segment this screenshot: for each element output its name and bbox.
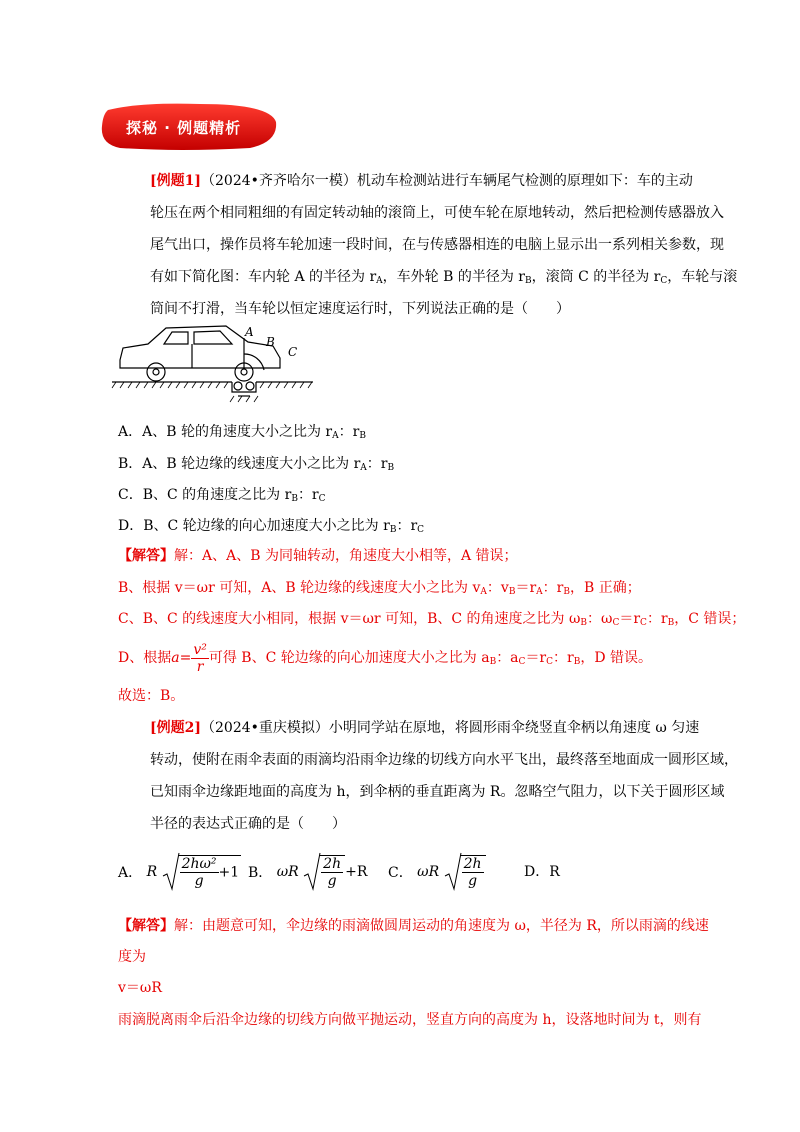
answer1-line2: B、根据 v＝ωr 可知，A、B 轮边缘的线速度大小之比为 $v_A$：$v_B=r_A$：$r_B$，B 正确； [118,580,641,597]
example1-line3: 尾气出口，操作员将车轮加速一段时间，在与传感器相连的电脑上显示出一系列相关参数，现 [150,237,724,253]
option2-d: D．R [524,864,560,880]
option2-a: A． R $\frac{\text{2hω²}}{g}$ +1 [118,852,241,892]
label-c: C [288,345,298,359]
example1-line2: 轮压在两个相同粗细的有固定转动轴的滚筒上，可使车轮在原地转动，然后把检测传感器放入 [150,205,724,221]
example1-tag: [例题1] [150,173,201,189]
fraction-v2-r: $\frac{\text{v²}}{r}$ [193,641,207,675]
example2-line3: 已知雨伞边缘距地面的高度为 h，到伞柄的垂直距离为 R。忽略空气阻力，以下关于圆形区域 [150,784,725,800]
label-b: B [266,335,275,349]
answer1-line4: D、根据a= $\frac{\text{v²}}{r}$ 可得 B、C 轮边缘的向心加速度大小之比为 $a_B$：$a_C=r_C$：$r_B$，D 错误。 [118,641,653,675]
example2-line2: 转动，使附在雨伞表面的雨滴均沿雨伞边缘的切线方向水平飞出，最终落至地面成一圆形区域， [150,752,738,768]
answer1-choice: 故选：B。 [118,688,185,704]
example2-line4: 半径的表达式正确的是（ ） [150,816,346,832]
answer2-line4: 雨滴脱离雨伞后沿伞边缘的切线方向做平抛运动，竖直方向的高度为 h，设落地时间为 t，则有 [118,1012,702,1028]
example1-line4: 有如下简化图：车内轮 A 的半径为 $r_A$，车外轮 B 的半径为 $r_B$，滚筒 C 的半径为 $r_C$，车轮与滚 [150,269,738,286]
option-d: D．B、C 轮边缘的向心加速度大小之比为 $r_B$：$r_C$ [118,518,425,535]
answer2-line1: 【解答】解：由题意可知，伞边缘的雨滴做圆周运动的角速度为 ω，半径为 R，所以雨滴的线速 [118,918,709,934]
option2-c: C． ωR $\frac{2h}{g}$ [388,852,486,892]
example2-line1: [例题2]（2024•重庆模拟）小明同学站在原地，将圆形雨伞绕竖直伞柄以角速度 ω 匀速 [150,720,700,736]
option-b: B．A、B 轮边缘的线速度大小之比为 $r_A$：$r_B$ [118,456,395,473]
example2-tag: [例题2] [150,720,201,736]
option-a: A．A、B 轮的角速度大小之比为 $r_A$：$r_B$ [118,424,366,441]
example1-line1: [例题1]（2024•齐齐哈尔一模）机动车检测站进行车辆尾气检测的原理如下：车的主动 [150,173,693,189]
answer2-line3: v＝ωR [118,980,162,996]
car-diagram [108,320,323,410]
banner-title: 探秘 · 例题精析 [126,119,242,137]
answer1-line3: C、B、C 的线速度大小相同，根据 v＝ωr 可知，B、C 的角速度之比为 $\omega_B$：$\omega_C=r_C$：$r_B$，C 错误； [118,611,746,628]
answer1-line1: 【解答】解：A、A、B 为同轴转动，角速度大小相等，A 错误； [118,548,518,564]
example1-line5: 筒间不打滑，当车轮以恒定速度运行时，下列说法正确的是（ ） [150,301,570,317]
option-c: C．B、C 的角速度之比为 $r_B$：$r_C$ [118,487,326,504]
option2-b: B． ωR $\frac{2h}{g}$ +R [248,852,367,892]
label-a: A [245,325,254,339]
answer2-line2: 度为 [118,949,146,965]
